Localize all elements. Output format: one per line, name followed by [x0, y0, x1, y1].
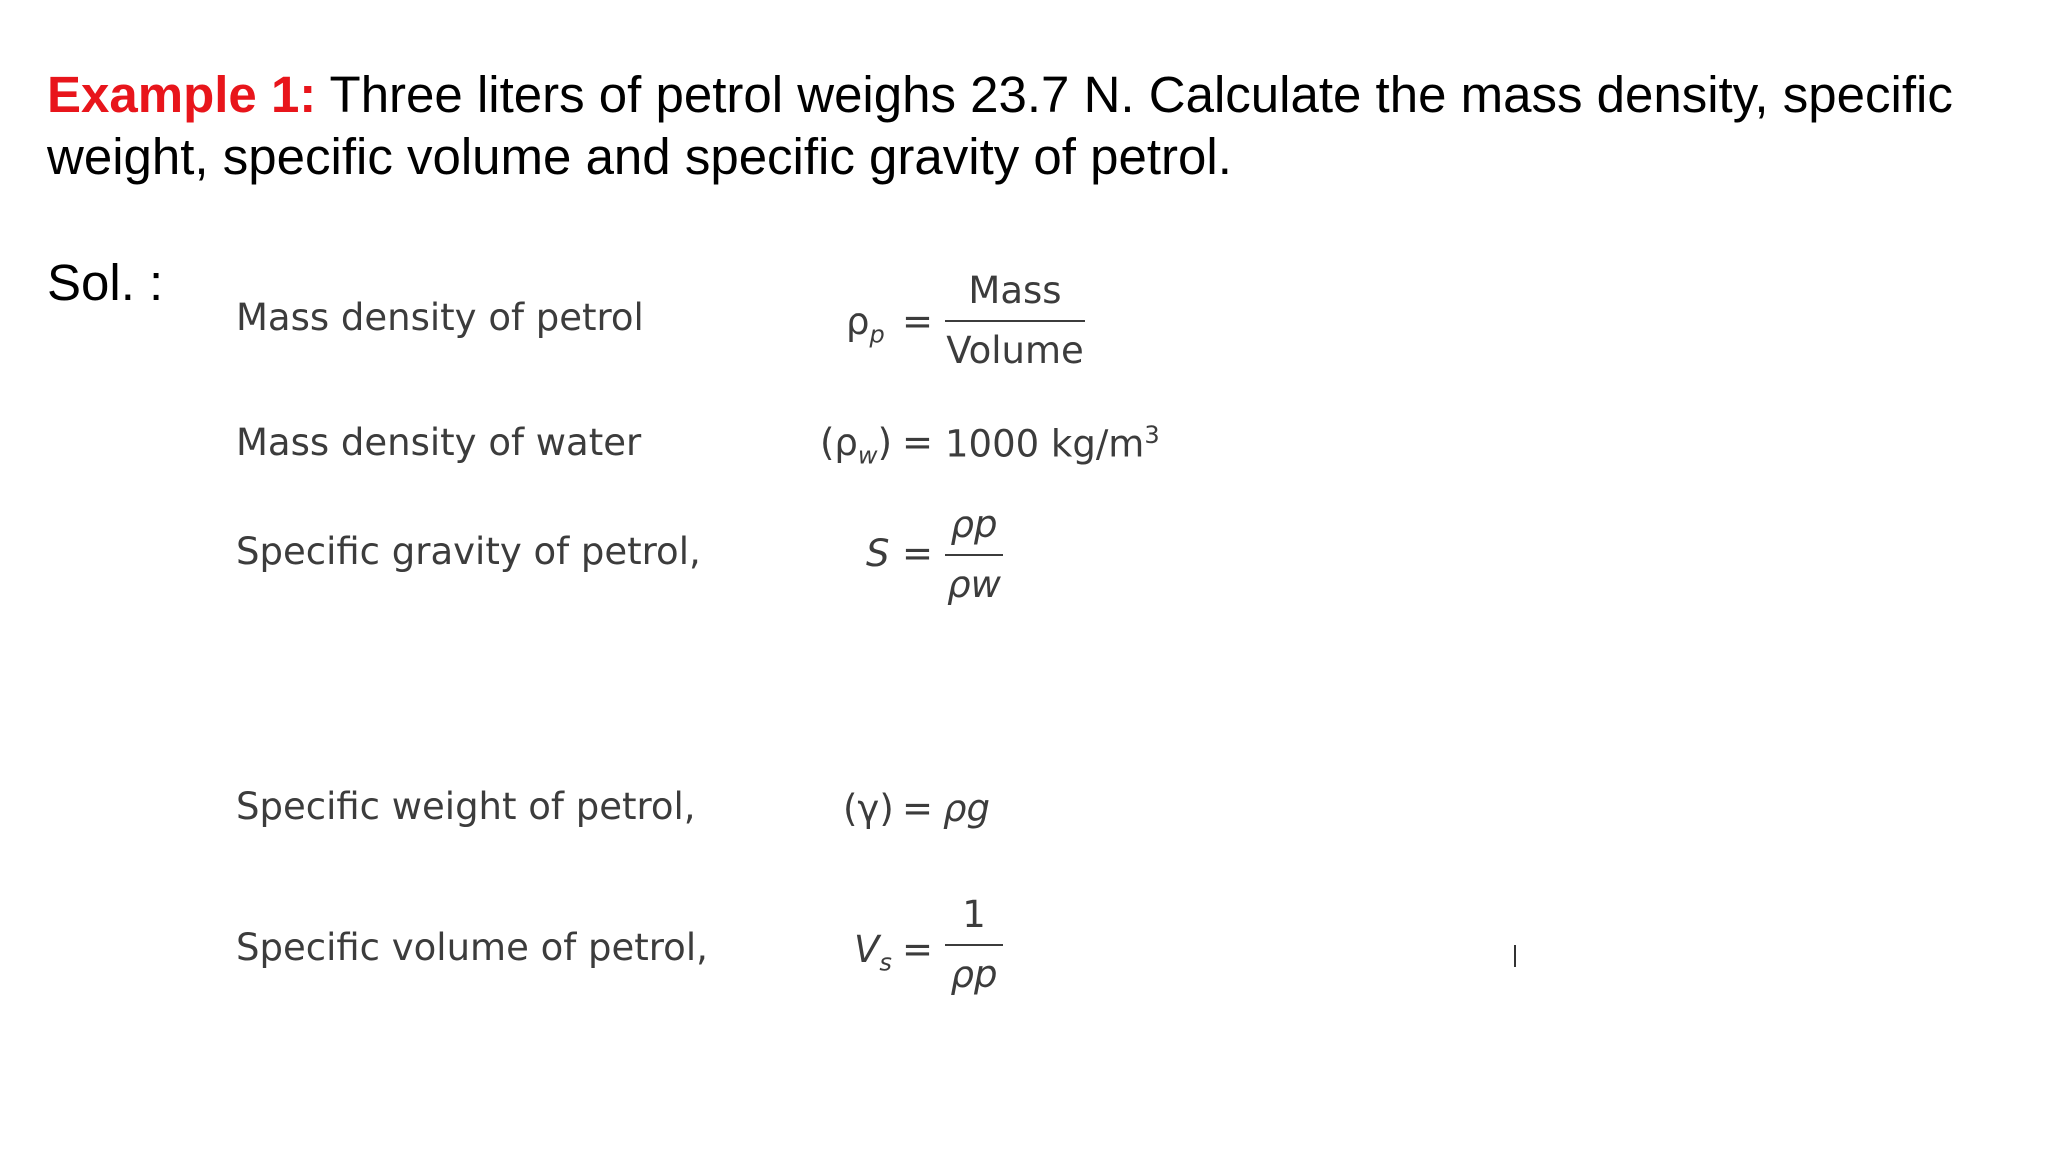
fraction-denominator: ρp	[950, 953, 998, 996]
row-description: Specific volume of petrol,	[236, 926, 708, 969]
lhs-symbol: V	[854, 928, 880, 971]
fraction-one-over-rhop	[945, 892, 1003, 998]
lhs-subscript: w	[857, 441, 878, 470]
gamma-symbol: (γ)	[843, 787, 894, 830]
text-cursor	[1514, 945, 1516, 967]
equals-sign: =	[902, 300, 934, 343]
fraction-bar	[945, 944, 1003, 946]
fraction-bar	[945, 320, 1085, 322]
fraction-bar	[945, 554, 1003, 556]
fraction-numerator: ρp	[950, 503, 998, 546]
fraction-mass-volume	[945, 268, 1085, 374]
rhs-superscript: 3	[1144, 421, 1160, 449]
rhs-value: 1000 kg/m	[945, 422, 1145, 466]
fraction-numerator: 1	[962, 893, 986, 936]
rho-p-symbol	[846, 300, 885, 348]
lhs-symbol: (ρ	[820, 421, 858, 464]
rho-g-expression: ρg	[943, 787, 990, 830]
water-density-value	[945, 421, 1160, 465]
s-symbol: S	[866, 532, 890, 575]
equals-sign: =	[902, 532, 934, 575]
solution-label: Sol. :	[47, 254, 164, 311]
fraction-denominator: ρw	[947, 563, 1001, 606]
problem-text: Three liters of petrol weighs 23.7 N. Calculate the mass density, specific weight, specific volume and specific gravity of petrol.	[47, 66, 1953, 185]
lhs-symbol: ρ	[846, 300, 870, 343]
equals-sign: =	[902, 421, 934, 464]
fraction-denominator: Volume	[946, 329, 1084, 372]
rho-w-symbol	[820, 421, 892, 469]
problem-statement	[47, 64, 2007, 188]
row-description: Specific weight of petrol,	[236, 785, 696, 828]
example-label: Example 1:	[47, 66, 317, 123]
fraction-numerator: Mass	[968, 269, 1062, 312]
row-description: Specific gravity of petrol,	[236, 530, 701, 573]
row-description: Mass density of petrol	[236, 296, 644, 339]
lhs-close-paren: )	[877, 421, 892, 464]
equals-sign: =	[902, 787, 934, 830]
fraction-rhop-rhow	[945, 502, 1003, 608]
vs-symbol	[854, 928, 892, 976]
equals-sign: =	[902, 928, 934, 971]
lhs-subscript: s	[879, 948, 892, 977]
lhs-subscript: p	[869, 320, 885, 349]
row-description: Mass density of water	[236, 421, 642, 464]
